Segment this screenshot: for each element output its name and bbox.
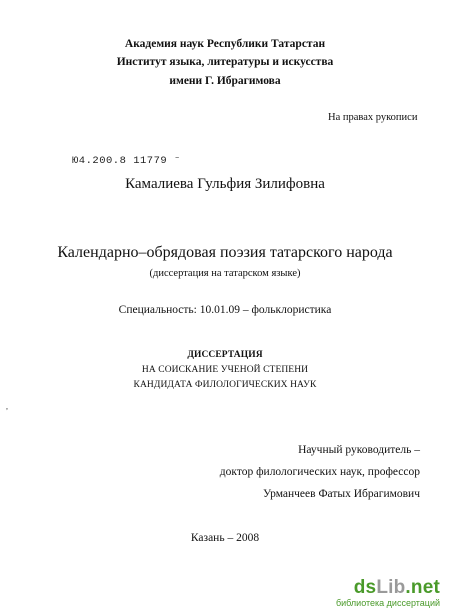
dissertation-title: Календарно–обрядовая поэзия татарского народа <box>57 244 393 261</box>
place-year: Казань – 2008 <box>190 532 260 544</box>
dslib-tagline: библиотека диссертаций <box>335 598 440 608</box>
institute-named-after: имени Г. Ибрагимова <box>169 75 281 87</box>
logo-net: .net <box>405 577 440 598</box>
logo-ds: ds <box>353 577 377 598</box>
manuscript-note: На правах рукописи <box>328 112 418 123</box>
institute-name: Институт языка, литературы и искусства <box>116 56 334 68</box>
degree-line-1: НА СОИСКАНИЕ УЧЕНОЙ СТЕПЕНИ <box>141 365 309 375</box>
dslib-logo <box>310 578 440 598</box>
dslib-watermark[interactable] <box>310 578 440 609</box>
margin-mark: , <box>6 402 8 411</box>
dissertation-subtitle: (диссертация на татарском языке) <box>149 268 301 279</box>
advisor-role: Научный руководитель – <box>298 444 420 456</box>
advisor-degree: доктор филологических наук, профессор <box>219 466 420 478</box>
specialty-line: Специальность: 10.01.09 – фольклористика <box>118 304 332 316</box>
dissertation-heading: ДИССЕРТАЦИЯ <box>187 350 263 360</box>
degree-line-2: КАНДИДАТА ФИЛОЛОГИЧЕСКИХ НАУК <box>133 380 317 390</box>
advisor-name: Урманчеев Фатых Ибрагимович <box>262 488 420 500</box>
author-name: Камалиева Гульфия Зилифовна <box>125 176 325 192</box>
logo-lib: Lib <box>376 577 406 598</box>
academy-name: Академия наук Республики Татарстан <box>124 38 326 50</box>
catalog-stamp: Ю4.200.8 11779 ⁻ <box>72 155 181 167</box>
